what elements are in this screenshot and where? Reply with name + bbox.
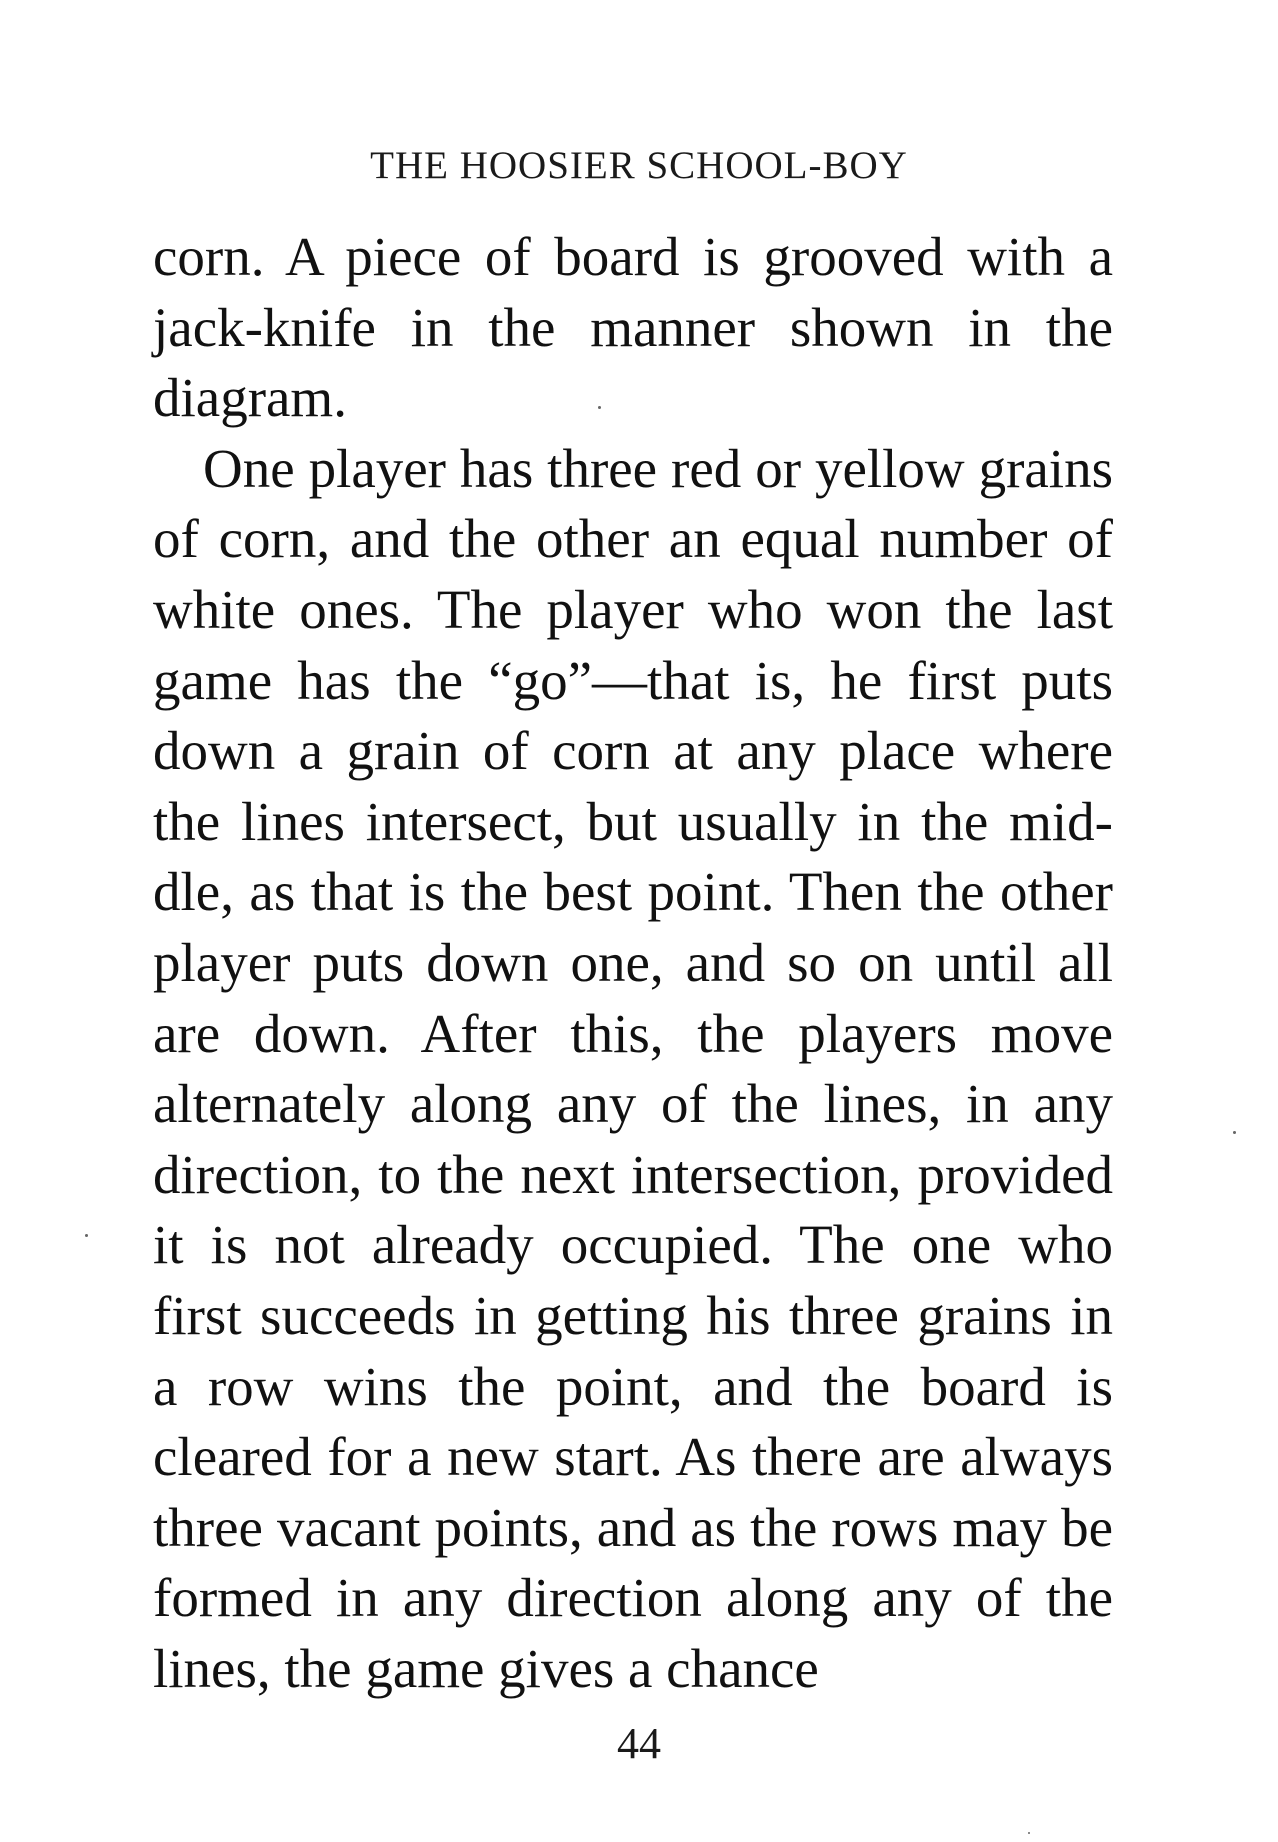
paper-speck <box>1028 1832 1030 1834</box>
paragraph-2: One player has three red or yellow grains of corn, and the other an equal number of white ones. The player who won the last game has the “go”—that is, he first puts down a grain of corn at any place where the lines intersect, but usually in the middle, as that is the best point. Then the other player puts down one, and so on until all are down. After this, the players move alternately along any of the lines, in any direction, to the next intersection, provided it is not already occupied. The one who first succeeds in getting his three grains in a row wins the point, and the board is cleared for a new start. As there are always three vacant points, and as the rows may be formed in any direction along any of the lines, the game gives a chance <box>153 437 1113 1699</box>
paragraph-1: corn. A piece of board is grooved with a jack-knife in the manner shown in the diagram. <box>153 226 1113 429</box>
body-text <box>153 222 1113 1704</box>
page-number: 44 <box>617 1719 661 1768</box>
running-head-title: THE HOOSIER SCHOOL-BOY <box>370 144 908 187</box>
paper-speck <box>598 406 601 409</box>
paper-speck <box>1233 1131 1236 1134</box>
paper-speck <box>85 1234 88 1237</box>
